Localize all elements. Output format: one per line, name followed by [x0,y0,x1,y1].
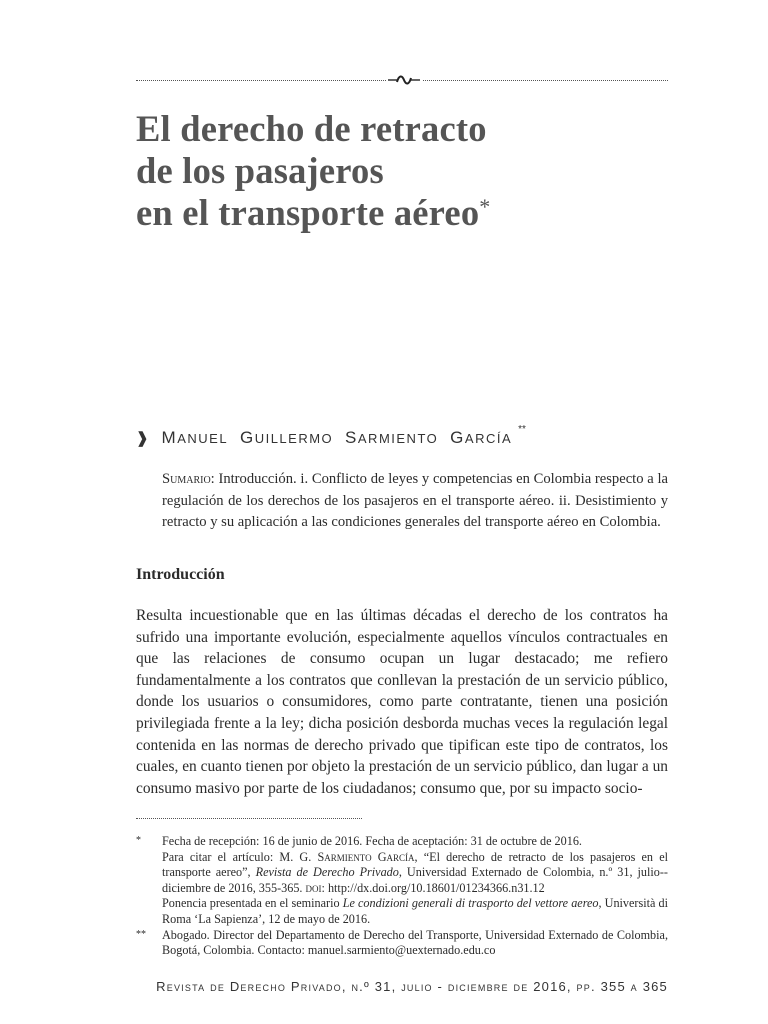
title-line-3-text: en el transporte aéreo [136,192,480,233]
author-footnote-mark[interactable]: ** [518,424,526,435]
author-name-part: UILLERMO [254,431,334,446]
citation-prefix: Para citar el artículo: M. G. [162,849,318,864]
author-line [136,424,676,448]
ornament-icon [386,73,422,87]
author-initial: M [161,428,178,447]
running-footer [136,979,668,994]
doi-label: doi [305,880,322,895]
footnote-separator [136,818,362,819]
author-initial: G [450,428,465,447]
ponencia-rest: , Università di Roma ‘La Sapienza’, 12 de mayo de 2016. [162,896,668,926]
title-line-2: de los pasajeros [136,150,384,191]
chevron-right-icon: ❱ [136,430,146,447]
footnote-2-text: Abogado. Director del Departamento de Derecho del Transporte, Universidad Externado de Colombia, Bogotá, Colombia. Contacto: manuel.sarmiento@uexternado.edu.co [162,927,668,958]
footnote-1 [136,834,668,928]
footnote-1-citation [162,850,668,897]
summary [162,469,668,534]
running-footer-text: Revista de Derecho Privado, n.º 31, julio - diciembre de 2016, pp. 355 a 365 [156,979,668,994]
ponencia-title: Le condizioni generali di trasporto del vettore aereo [342,896,599,911]
article-title [136,108,696,234]
citation-author: Sarmiento García [317,849,415,864]
citation-title: , “El derecho de retracto de los pasajeros en el transporte aereo”, [162,849,668,880]
body-paragraph: Resulta incuestionable que en las últimas décadas el derecho de los contratos ha sufrido una importante evolución, especialmente aquellos vínculos contractuales en que las relaciones de consumo ocupan un lugar destacado; me refiero fundamentalmente a los contratos que conllevan la prestación de un servicio público, donde los usuarios o consumidores, como parte contratante, tienen una posición privilegiada frente a la ley; dicha posición desborda muchas veces la regulación legal contenida en las normas de derecho privado que tipifican este tipo de contratos, los cuales, en cuanto tienen por objeto la prestación de un servicio público, dan lugar a un consumo masivo por parte de los ciudadanos; consumo que, por su impacto socio- [136,607,668,797]
author-name-part: ANUEL [177,431,229,446]
body-text [136,605,668,799]
title-footnote-mark[interactable]: * [479,194,491,219]
author-initial: G [239,428,255,447]
doi-link[interactable]: : http://dx.doi.org/10.18601/01234366.n31.12 [321,880,545,895]
footnote-1-ponencia [162,896,668,927]
author-name [162,430,519,447]
title-line-1: El derecho de retracto [136,108,487,149]
ponencia-prefix: Ponencia presentada en el seminario [162,896,343,911]
citation-journal: Revista de Derecho Privado [255,865,399,880]
author-name-part: ARCÍA [464,431,513,446]
section-heading-introduccion: Introducción [136,566,225,583]
summary-label: Sumario: [162,471,215,487]
title-line-3 [136,192,696,234]
author-name-part: ARMIENTO [357,431,439,446]
footnote-1-dates: Fecha de recepción: 16 de junio de 2016. Fecha de aceptación: 31 de octubre de 2016. [162,834,582,848]
footnote-2-mark: ** [136,928,146,940]
footnotes [136,834,668,959]
footnote-1-mark: * [136,835,141,846]
footnote-2 [136,928,668,959]
summary-text: Introducción. i. Conflicto de leyes y competencias en Colombia respecto a la regulación de los derechos de los pasajeros en el transporte aéreo. ii. Desistimiento y retracto y su aplicación a las condiciones generales del transporte aéreo en Colombia. [162,471,668,530]
citation-rest: , Universidad Externado de Colombia, n.º 31, julio--diciembre de 2016, 355-365. [162,865,668,895]
author-initial: S [345,428,358,447]
